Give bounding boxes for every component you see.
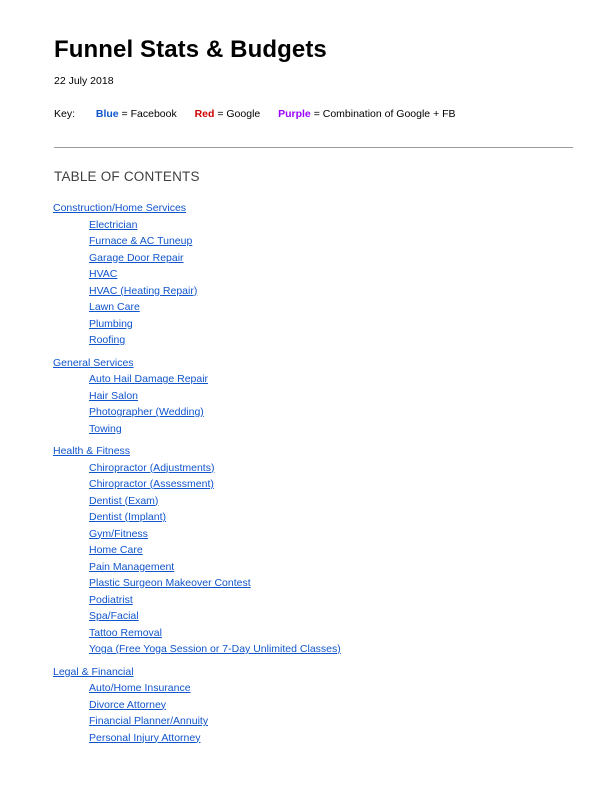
- toc-item-link[interactable]: HVAC (Heating Repair): [89, 284, 198, 297]
- toc-item-link[interactable]: Tattoo Removal: [89, 626, 162, 639]
- toc-section-link[interactable]: Health & Fitness: [53, 445, 131, 457]
- toc-item-link[interactable]: Photographer (Wedding): [89, 406, 204, 418]
- toc-item-link[interactable]: Pain Management: [89, 560, 175, 573]
- toc-item-link[interactable]: Auto/Home Insurance: [89, 682, 191, 694]
- toc-item-link[interactable]: Gym/Fitness: [89, 527, 148, 540]
- toc-item-link[interactable]: Home Care: [89, 544, 143, 556]
- toc-section: [53, 200, 583, 349]
- toc-item-link[interactable]: Podiatrist: [89, 593, 133, 606]
- table-of-contents: [53, 200, 583, 752]
- key-label: Key:: [54, 108, 76, 120]
- toc-item-link[interactable]: Garage Door Repair: [89, 251, 184, 264]
- toc-item-link[interactable]: Towing: [89, 422, 122, 435]
- toc-item-link[interactable]: Electrician: [89, 218, 138, 231]
- key-blue-desc: = Facebook: [121, 108, 177, 120]
- toc-item-link[interactable]: HVAC: [89, 268, 118, 280]
- toc-item-link[interactable]: Yoga (Free Yoga Session or 7-Day Unlimited Classes): [89, 643, 341, 655]
- toc-item-link[interactable]: Plumbing: [89, 317, 133, 330]
- toc-section: [53, 664, 583, 747]
- toc-section: [53, 355, 583, 438]
- toc-item-link[interactable]: Personal Injury Attorney: [89, 731, 201, 744]
- key-purple-desc: = Combination of Google + FB: [313, 108, 456, 120]
- toc-item-link[interactable]: Chiropractor (Adjustments): [89, 461, 215, 474]
- document-date: 22 July 2018: [54, 75, 114, 87]
- toc-heading: TABLE OF CONTENTS: [54, 169, 200, 184]
- toc-item-link[interactable]: Chiropractor (Assessment): [89, 478, 214, 490]
- toc-item-link[interactable]: Divorce Attorney: [89, 698, 167, 711]
- toc-item-link[interactable]: Furnace & AC Tuneup: [89, 235, 193, 247]
- toc-item-link[interactable]: Hair Salon: [89, 389, 139, 402]
- key-purple-name: Purple: [278, 108, 311, 120]
- toc-item-link[interactable]: Lawn Care: [89, 301, 140, 313]
- toc-item-link[interactable]: Spa/Facial: [89, 610, 139, 622]
- document-title: Funnel Stats & Budgets: [54, 36, 327, 63]
- horizontal-divider: [54, 147, 573, 148]
- toc-item-link[interactable]: Financial Planner/Annuity: [89, 715, 209, 727]
- color-key: [54, 108, 456, 120]
- toc-item-link[interactable]: Dentist (Implant): [89, 511, 167, 523]
- toc-section-link[interactable]: General Services: [53, 356, 134, 369]
- toc-item-link[interactable]: Plastic Surgeon Makeover Contest: [89, 577, 251, 589]
- toc-section-link[interactable]: Legal & Financial: [53, 665, 134, 678]
- key-red-desc: = Google: [217, 108, 261, 120]
- toc-item-link[interactable]: Roofing: [89, 334, 126, 346]
- toc-section: [53, 443, 583, 658]
- key-blue-name: Blue: [95, 108, 119, 120]
- toc-item-link[interactable]: Auto Hail Damage Repair: [89, 373, 209, 385]
- key-red-name: Red: [194, 108, 215, 120]
- toc-item-link[interactable]: Dentist (Exam): [89, 494, 159, 507]
- toc-section-link[interactable]: Construction/Home Services: [53, 202, 187, 214]
